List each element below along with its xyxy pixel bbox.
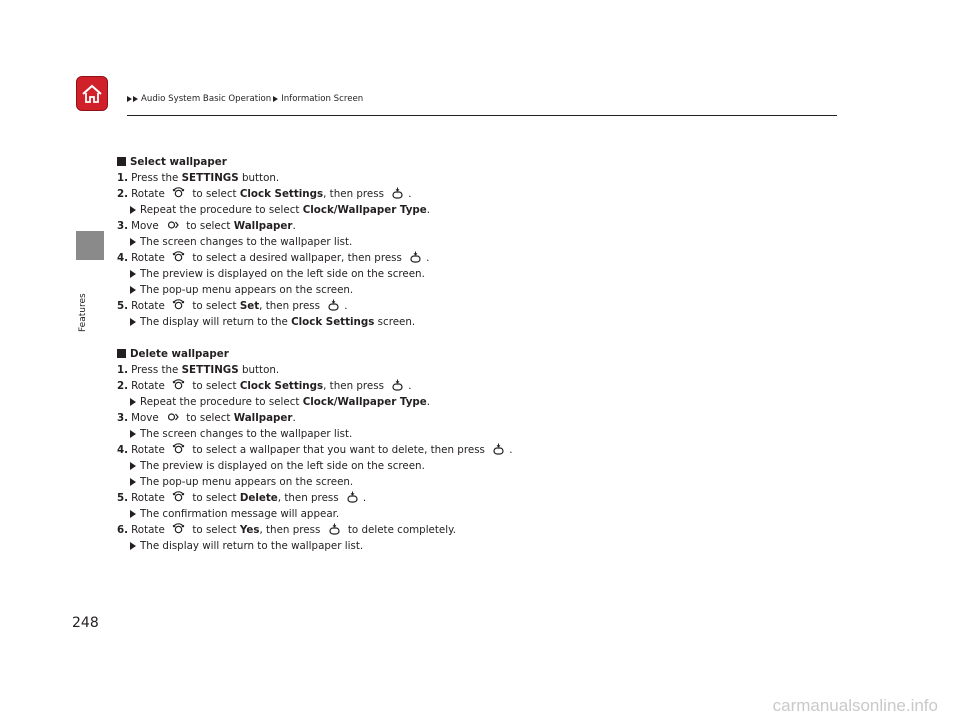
result-arrow-icon	[130, 286, 136, 294]
breadcrumb-item[interactable]: Information Screen	[281, 94, 364, 104]
step-result: The confirmation message will appear.	[117, 506, 817, 522]
step-result: Repeat the procedure to select Clock/Wallpaper Type.	[117, 394, 817, 410]
breadcrumb-item[interactable]: Audio System Basic Operation	[141, 94, 272, 104]
result-arrow-icon	[130, 318, 136, 326]
step-result: The preview is displayed on the left side on the screen.	[117, 266, 817, 282]
rotate-knob-icon	[172, 379, 185, 391]
step-item: 6. Rotate to select Yes, then press to delete completely.	[117, 524, 457, 536]
rotate-knob-icon	[172, 251, 185, 263]
home-button[interactable]	[76, 76, 108, 111]
rotate-knob-icon	[172, 523, 185, 535]
move-knob-icon	[166, 411, 179, 423]
result-arrow-icon	[130, 398, 136, 406]
step-item: 2. Rotate to select Clock Settings, then press .	[117, 188, 412, 200]
result-arrow-icon	[130, 510, 136, 518]
step-result: The preview is displayed on the left side on the screen.	[117, 458, 817, 474]
instruction-content	[117, 154, 817, 554]
rotate-knob-icon	[172, 443, 185, 455]
step-result: The screen changes to the wallpaper list.	[117, 234, 817, 250]
section-tab	[76, 231, 104, 260]
step-result: The pop-up menu appears on the screen.	[117, 282, 817, 298]
breadcrumb-arrow-icon	[127, 96, 132, 102]
step-item: 1. Press the SETTINGS button.	[117, 172, 280, 184]
breadcrumb-arrow-icon	[273, 96, 278, 102]
result-arrow-icon	[130, 542, 136, 550]
breadcrumb-arrow-icon	[133, 96, 138, 102]
page-number: 248	[72, 615, 99, 631]
step-item: 3. Move to select Wallpaper.	[117, 220, 296, 232]
watermark: carmanualsonline.info	[772, 696, 938, 715]
press-knob-icon	[327, 299, 340, 311]
rotate-knob-icon	[172, 187, 185, 199]
square-bullet-icon	[117, 157, 126, 166]
step-item: 3. Move to select Wallpaper.	[117, 412, 296, 424]
result-arrow-icon	[130, 462, 136, 470]
section-title: Delete wallpaper	[117, 346, 817, 362]
move-knob-icon	[166, 219, 179, 231]
breadcrumb	[127, 94, 363, 104]
step-result: The screen changes to the wallpaper list.	[117, 426, 817, 442]
home-icon	[80, 83, 104, 105]
result-arrow-icon	[130, 270, 136, 278]
step-result: The pop-up menu appears on the screen.	[117, 474, 817, 490]
rotate-knob-icon	[172, 299, 185, 311]
press-knob-icon	[391, 379, 404, 391]
section-title: Select wallpaper	[117, 154, 817, 170]
press-knob-icon	[492, 443, 505, 455]
step-result: Repeat the procedure to select Clock/Wallpaper Type.	[117, 202, 817, 218]
press-knob-icon	[391, 187, 404, 199]
result-arrow-icon	[130, 478, 136, 486]
section-label: Features	[78, 293, 88, 332]
press-knob-icon	[346, 491, 359, 503]
press-knob-icon	[328, 523, 341, 535]
step-result: The display will return to the wallpaper list.	[117, 538, 817, 554]
rotate-knob-icon	[172, 491, 185, 503]
result-arrow-icon	[130, 206, 136, 214]
step-result: The display will return to the Clock Settings screen.	[117, 314, 817, 330]
step-item: 5. Rotate to select Delete, then press .	[117, 492, 367, 504]
step-item: 1. Press the SETTINGS button.	[117, 364, 280, 376]
result-arrow-icon	[130, 238, 136, 246]
step-item: 2. Rotate to select Clock Settings, then press .	[117, 380, 412, 392]
press-knob-icon	[409, 251, 422, 263]
step-item: 4. Rotate to select a wallpaper that you want to delete, then press .	[117, 444, 513, 456]
step-item: 5. Rotate to select Set, then press .	[117, 300, 348, 312]
square-bullet-icon	[117, 349, 126, 358]
step-item: 4. Rotate to select a desired wallpaper, then press .	[117, 252, 430, 264]
header-divider	[127, 115, 837, 116]
result-arrow-icon	[130, 430, 136, 438]
